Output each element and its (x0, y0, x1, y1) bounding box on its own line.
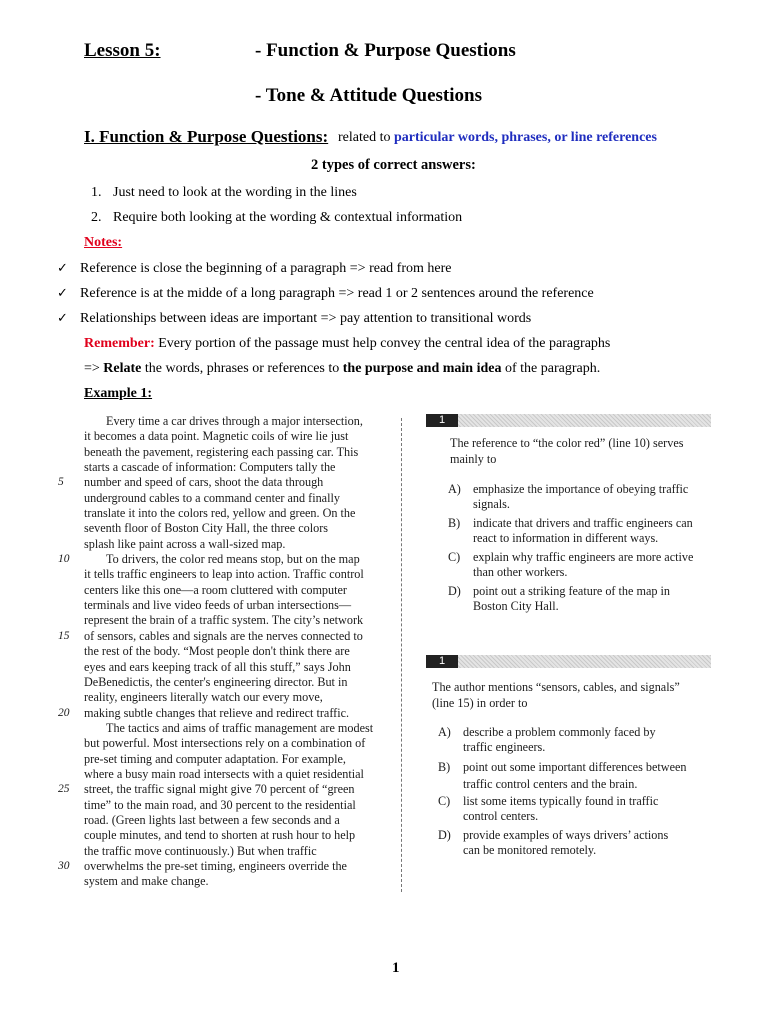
passage-line-text: Every time a car drives through a major intersection, (106, 414, 363, 428)
passage-line-text: The tactics and aims of traffic management are modest (106, 720, 374, 735)
line-number: 30 (58, 859, 70, 872)
note-item-1: Reference is close the beginning of a paragraph => read from here (80, 261, 452, 276)
lesson-label: Lesson 5: (84, 40, 161, 61)
passage-line-text: street, the traffic signal might give 70 percent of “green (84, 782, 355, 797)
passage-line-text: eyes and ears keeping track of all this stuff,” says John (84, 659, 351, 674)
line-number: 25 (58, 783, 70, 796)
question-stem-line: (line 15) in order to (432, 696, 528, 710)
passage-line (58, 858, 404, 874)
option-text: list some items typically found in traffic (463, 794, 659, 808)
note-item-3: Relationships between ideas are important => pay attention to transitional words (80, 311, 532, 326)
option-label: A) (438, 725, 451, 739)
type-number-1: 1. (91, 185, 102, 200)
option-text: traffic engineers. (463, 740, 546, 754)
option-text: point out some important differences between (463, 760, 687, 774)
passage-line (84, 721, 404, 736)
option-text: react to information in different ways. (473, 531, 659, 545)
remember-label: Remember: (84, 336, 155, 351)
section-related (338, 130, 657, 146)
passage-line-text: translate it into the colors red, yellow and green. On the (84, 506, 356, 521)
passage-line (84, 598, 404, 613)
option-text: describe a problem commonly faced by (463, 725, 656, 739)
passage-line (84, 736, 404, 751)
option-label: C) (438, 794, 451, 808)
passage-line (58, 628, 404, 644)
passage-line-text: seventh floor of Boston City Hall, the three colors (84, 521, 329, 536)
remember-text: Every portion of the passage must help convey the central idea of the paragraphs (154, 336, 611, 351)
passage-line-text: represent the brain of a traffic system. The city’s network (84, 613, 364, 628)
related-highlight: particular words, phrases, or line references (393, 130, 657, 145)
passage-line (84, 675, 404, 690)
question-number: 1 (426, 414, 458, 427)
passage-line-text: system and make change. (84, 874, 209, 889)
line-number: 5 (58, 476, 64, 489)
passage-line-text: overwhelms the pre-set timing, engineers override the (84, 858, 347, 873)
type-number-2: 2. (91, 210, 102, 225)
notes-label: Notes: (84, 235, 123, 250)
example-label: Example 1: (84, 386, 153, 401)
type-item-1: Just need to look at the wording in the lines (113, 185, 357, 200)
passage-line (84, 537, 404, 552)
reading-passage (58, 414, 404, 890)
passage-line-text: it becomes a data point. Magnetic coils of wire lie just (84, 429, 349, 444)
passage-line (84, 828, 404, 843)
passage-line (84, 491, 404, 506)
passage-line-text: To drivers, the color red means stop, but on the map (106, 552, 360, 567)
option-text: can be monitored remotely. (463, 843, 597, 857)
relate-mid: the words, phrases or references to (141, 361, 343, 376)
relate-line (84, 361, 600, 377)
option-label: B) (438, 760, 451, 774)
passage-line-text: where a busy main road intersects with a quiet residential (84, 766, 364, 781)
option-label: C) (448, 550, 461, 564)
check-mark-icon: ✓ (57, 261, 68, 276)
passage-line (84, 506, 404, 521)
passage-line-text: centers like this one—a room cluttered with computer (84, 582, 347, 597)
passage-line (84, 445, 404, 460)
option-text: traffic control centers and the brain. (463, 777, 638, 791)
question-stem-line: The author mentions “sensors, cables, and signals” (432, 680, 680, 694)
option-text: emphasize the importance of obeying traffic (473, 482, 689, 496)
option-text: control centers. (463, 809, 539, 823)
option-label: D) (448, 584, 461, 598)
passage-line-text: the traffic move continuously.) But when traffic (84, 843, 317, 858)
passage-line (84, 874, 404, 889)
passage-line (84, 844, 404, 859)
type-item-2: Require both looking at the wording & contextual information (113, 210, 463, 225)
question-bar (426, 655, 711, 668)
option-text: signals. (473, 497, 510, 511)
passage-line-text: pre-set timing and computer adaptation. For example, (84, 751, 346, 766)
option-label: A) (448, 482, 461, 496)
passage-line (84, 690, 404, 705)
line-number: 10 (58, 553, 70, 566)
passage-line (84, 813, 404, 828)
passage-line (58, 552, 404, 567)
relate-bold-2: the purpose and main idea (342, 361, 502, 376)
option-label: B) (448, 516, 461, 530)
lesson-topic-tone: - Tone & Attitude Questions (255, 85, 482, 106)
passage-line (84, 460, 404, 475)
passage-line-text: beneath the pavement, registering each passing car. This (84, 444, 359, 459)
column-divider (401, 418, 402, 892)
passage-line-text: DeBenedictis, the center's engineering director. But in (84, 674, 348, 689)
passage-line-text: terminals and live video feeds of urban intersections— (84, 598, 352, 613)
passage-line-text: splash like paint across a wall-sized map. (84, 536, 286, 551)
types-heading: 2 types of correct answers: (311, 157, 476, 173)
passage-line (84, 644, 404, 659)
relate-bold: Relate (103, 361, 142, 376)
check-mark-icon: ✓ (57, 311, 68, 326)
passage-line-text: but powerful. Most intersections rely on a combination of (84, 736, 366, 751)
remember-line (84, 336, 610, 352)
passage-line-text: couple minutes, and tend to shorten at rush hour to help (84, 828, 356, 843)
passage-line (84, 660, 404, 675)
passage-line-text: time” to the main road, and 30 percent to the residential (84, 797, 356, 812)
section-title: I. Function & Purpose Questions: (84, 127, 329, 146)
note-item-2: Reference is at the midde of a long paragraph => read 1 or 2 sentences around the reference (80, 286, 594, 301)
relate-prefix: => (84, 361, 104, 376)
option-text: explain why traffic engineers are more active (473, 550, 694, 564)
passage-line-text: the rest of the body. “Most people don't think there are (84, 644, 350, 659)
passage-line (58, 705, 404, 721)
passage-line (84, 752, 404, 767)
passage-line-text: reality, engineers literally watch our every move, (84, 690, 323, 705)
line-number: 15 (58, 629, 70, 642)
page-number: 1 (392, 960, 400, 976)
check-mark-icon: ✓ (57, 286, 68, 301)
question-number: 1 (426, 655, 458, 668)
passage-line-text: underground cables to a command center and finally (84, 490, 340, 505)
lesson-topic-function: - Function & Purpose Questions (255, 40, 516, 61)
question-stem-line: The reference to “the color red” (line 10) serves (450, 436, 684, 450)
option-text: point out a striking feature of the map in (473, 584, 670, 598)
option-text: provide examples of ways drivers’ actions (463, 828, 669, 842)
passage-line (84, 613, 404, 628)
question-stem-line: mainly to (450, 452, 497, 466)
passage-line (84, 567, 404, 582)
line-number: 20 (58, 706, 70, 719)
passage-line (84, 798, 404, 813)
question-bar (426, 414, 711, 427)
passage-line (58, 782, 404, 797)
option-text: Boston City Hall. (473, 599, 559, 613)
passage-line-text: starts a cascade of information: Computers tally the (84, 460, 336, 475)
passage-line-text: it tells traffic engineers to leap into action. Traffic control (84, 567, 364, 582)
passage-line-text: making subtle changes that relieve and redirect traffic. (84, 705, 350, 720)
option-text: than other workers. (473, 565, 568, 579)
option-text: indicate that drivers and traffic engineers can (473, 516, 693, 530)
option-label: D) (438, 828, 451, 842)
passage-line (84, 583, 404, 598)
passage-line (84, 414, 404, 429)
passage-line (84, 767, 404, 782)
passage-line (84, 429, 404, 444)
passage-line-text: of sensors, cables and signals are the nerves connected to (84, 628, 363, 643)
relate-suffix: of the paragraph. (501, 361, 601, 376)
passage-line (58, 475, 404, 490)
passage-line (84, 521, 404, 536)
passage-line-text: number and speed of cars, shoot the data through (84, 475, 324, 490)
related-prefix: related to (338, 130, 394, 145)
passage-line-text: road. (Green lights last between a few seconds and a (84, 812, 340, 827)
